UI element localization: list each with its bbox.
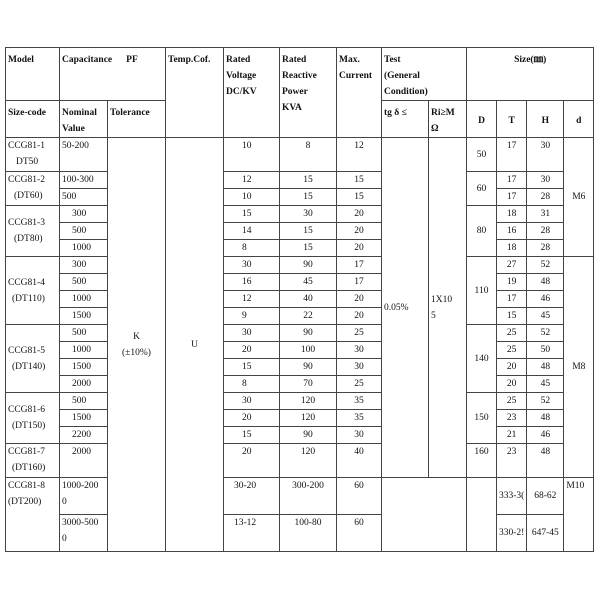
nominal-cell: 2000 — [60, 444, 108, 478]
table-row — [6, 189, 594, 206]
diameter-cell: 110 — [467, 257, 497, 325]
nominal-cell: 1500 — [60, 410, 108, 427]
nominal-cell: 100-300 — [60, 172, 108, 189]
t-cell: 17 — [497, 172, 527, 189]
table-row — [6, 342, 594, 359]
power-cell: 8 — [280, 138, 337, 172]
power-cell: 120 — [280, 410, 337, 427]
header-row — [6, 48, 594, 101]
power-cell: 45 — [280, 274, 337, 291]
t-cell: 21 — [497, 427, 527, 444]
t-cell: 25 — [497, 325, 527, 342]
model-header: Model — [6, 48, 60, 101]
model-cell: CCG81-4 (DT110) — [6, 257, 60, 325]
power-cell: 15 — [280, 223, 337, 240]
power-cell: 15 — [280, 189, 337, 206]
h-header: H — [527, 101, 564, 138]
diameter-cell: 150 — [467, 393, 497, 444]
nominal-cell: 1000 — [60, 342, 108, 359]
power-cell: 40 — [280, 291, 337, 308]
current-cell: 60 — [337, 478, 382, 515]
tg-header: tg δ ≤ — [382, 101, 429, 138]
power-cell: 90 — [280, 325, 337, 342]
power-cell: 22 — [280, 308, 337, 325]
power-cell: 90 — [280, 427, 337, 444]
t-cell: 330-2! — [497, 515, 527, 552]
h-cell: 45 — [527, 376, 564, 393]
test-header: Test (General Condition) — [382, 48, 467, 101]
empty-diameter-cell — [467, 478, 497, 552]
h-cell: 28 — [527, 189, 564, 206]
capacitor-spec-table — [5, 47, 594, 552]
power-cell: 30 — [280, 206, 337, 223]
h-cell: 28 — [527, 223, 564, 240]
current-cell: 15 — [337, 189, 382, 206]
h-cell: 46 — [527, 291, 564, 308]
table-row — [6, 359, 594, 376]
nominal-cell: 500 — [60, 189, 108, 206]
h-cell: 45 — [527, 308, 564, 325]
current-cell: 20 — [337, 308, 382, 325]
empty-test-cell — [382, 478, 467, 552]
power-cell: 70 — [280, 376, 337, 393]
h-cell: 52 — [527, 325, 564, 342]
table-row — [6, 325, 594, 342]
diameter-cell: 140 — [467, 325, 497, 393]
voltage-cell: 20 — [224, 342, 280, 359]
t-cell: 20 — [497, 359, 527, 376]
table-row — [6, 376, 594, 393]
nominal-cell: 1500 — [60, 359, 108, 376]
current-cell: 30 — [337, 359, 382, 376]
t-cell: 18 — [497, 206, 527, 223]
nominal-cell: 1000 — [60, 240, 108, 257]
thread-cell-m6: M6 — [564, 138, 594, 257]
current-cell: 12 — [337, 138, 382, 172]
nominal-cell: 3000-500 0 — [60, 515, 108, 552]
diameter-cell: 80 — [467, 206, 497, 257]
table-row — [6, 223, 594, 240]
h-cell: 48 — [527, 359, 564, 376]
voltage-cell: 14 — [224, 223, 280, 240]
diameter-cell: 50 — [467, 138, 497, 172]
tolerance-header: Tolerance — [108, 101, 166, 138]
voltage-cell: 8 — [224, 376, 280, 393]
current-cell: 25 — [337, 376, 382, 393]
temp-cof-header: Temp.Cof. — [166, 48, 224, 138]
current-cell: 20 — [337, 240, 382, 257]
h-cell: 647-45 — [527, 515, 564, 552]
h-cell: 46 — [527, 427, 564, 444]
voltage-cell: 13-12 — [224, 515, 280, 552]
current-cell: 20 — [337, 223, 382, 240]
h-cell: 28 — [527, 240, 564, 257]
thread-header: d — [564, 101, 594, 138]
voltage-cell: 8 — [224, 240, 280, 257]
voltage-cell: 30 — [224, 325, 280, 342]
nominal-cell: 50-200 — [60, 138, 108, 172]
voltage-cell: 30 — [224, 257, 280, 274]
t-cell: 25 — [497, 342, 527, 359]
nominal-cell: 2200 — [60, 427, 108, 444]
t-cell: 17 — [497, 189, 527, 206]
t-cell: 20 — [497, 376, 527, 393]
voltage-cell: 15 — [224, 359, 280, 376]
ri-header: Ri≥M Ω — [429, 101, 467, 138]
current-cell: 35 — [337, 393, 382, 410]
current-cell: 30 — [337, 427, 382, 444]
current-cell: 40 — [337, 444, 382, 478]
h-cell: 52 — [527, 257, 564, 274]
t-cell: 25 — [497, 393, 527, 410]
capacitor-spec-table-wrap — [5, 47, 594, 552]
diameter-header: D — [467, 101, 497, 138]
power-cell: 90 — [280, 257, 337, 274]
nominal-cell: 500 — [60, 223, 108, 240]
h-cell: 50 — [527, 342, 564, 359]
model-cell: CCG81-1 DT50 — [6, 138, 60, 172]
power-cell: 15 — [280, 172, 337, 189]
tg-value-cell: 0.05% — [382, 138, 429, 478]
table-row — [6, 257, 594, 274]
current-cell: 30 — [337, 342, 382, 359]
table-row — [6, 172, 594, 189]
nominal-header: Nominal Value — [60, 101, 108, 138]
table-row — [6, 444, 594, 478]
current-cell: 17 — [337, 274, 382, 291]
t-cell: 15 — [497, 308, 527, 325]
current-cell: 15 — [337, 172, 382, 189]
voltage-cell: 20 — [224, 410, 280, 427]
size-header: Size(㎜) — [467, 48, 594, 101]
t-cell: 16 — [497, 223, 527, 240]
h-cell: 48 — [527, 444, 564, 478]
current-cell: 20 — [337, 291, 382, 308]
nominal-cell: 1500 — [60, 308, 108, 325]
h-cell: 68-62 — [527, 478, 564, 515]
rated-voltage-header: Rated Voltage DC/KV — [224, 48, 280, 138]
voltage-cell: 10 — [224, 138, 280, 172]
table-row — [6, 410, 594, 427]
t-cell: 18 — [497, 240, 527, 257]
nominal-cell: 1000 — [60, 291, 108, 308]
model-cell: CCG81-6 (DT150) — [6, 393, 60, 444]
table-row — [6, 515, 594, 552]
capacitance-header: Capacitance PF — [60, 48, 166, 101]
model-cell: CCG81-5 (DT140) — [6, 325, 60, 393]
table-row — [6, 206, 594, 223]
nominal-cell: 300 — [60, 257, 108, 274]
rated-power-header: Rated Reactive Power KVA — [280, 48, 337, 138]
thread-cell-m8: M8 — [564, 257, 594, 478]
voltage-cell: 15 — [224, 206, 280, 223]
max-current-header: Max. Current — [337, 48, 382, 138]
current-cell: 20 — [337, 206, 382, 223]
voltage-cell: 15 — [224, 427, 280, 444]
table-row — [6, 478, 594, 515]
power-cell: 90 — [280, 359, 337, 376]
table-row — [6, 240, 594, 257]
h-cell: 48 — [527, 410, 564, 427]
nominal-cell: 300 — [60, 206, 108, 223]
model-cell: CCG81-7 (DT160) — [6, 444, 60, 478]
h-cell: 48 — [527, 274, 564, 291]
t-cell: 17 — [497, 138, 527, 172]
power-cell: 300-200 — [280, 478, 337, 515]
table-row — [6, 393, 594, 410]
voltage-cell: 30-20 — [224, 478, 280, 515]
table-row — [6, 274, 594, 291]
nominal-cell: 500 — [60, 393, 108, 410]
diameter-cell: 160 — [467, 444, 497, 478]
current-cell: 25 — [337, 325, 382, 342]
power-cell: 120 — [280, 393, 337, 410]
power-cell: 100 — [280, 342, 337, 359]
power-cell: 100-80 — [280, 515, 337, 552]
voltage-cell: 12 — [224, 172, 280, 189]
t-cell: 23 — [497, 444, 527, 478]
h-cell: 52 — [527, 393, 564, 410]
table-row — [6, 138, 594, 172]
h-cell: 31 — [527, 206, 564, 223]
voltage-cell: 30 — [224, 393, 280, 410]
voltage-cell: 12 — [224, 291, 280, 308]
current-cell: 17 — [337, 257, 382, 274]
diameter-cell: 60 — [467, 172, 497, 206]
nominal-cell: 500 — [60, 325, 108, 342]
model-cell: CCG81-3 (DT80) — [6, 206, 60, 257]
h-cell: 30 — [527, 138, 564, 172]
model-cell: CCG81-8 (DT200) — [6, 478, 60, 552]
t-cell: 23 — [497, 410, 527, 427]
h-cell: 30 — [527, 172, 564, 189]
voltage-cell: 16 — [224, 274, 280, 291]
nominal-cell: 2000 — [60, 376, 108, 393]
ri-value-cell: 1X10 5 — [429, 138, 467, 478]
power-cell: 15 — [280, 240, 337, 257]
model-cell: CCG81-2 (DT60) — [6, 172, 60, 206]
temp-cof-cell: U — [166, 138, 224, 552]
t-cell: 27 — [497, 257, 527, 274]
t-cell: 333-3( — [497, 478, 527, 515]
tolerance-cell: K (±10%) — [108, 138, 166, 552]
voltage-cell: 9 — [224, 308, 280, 325]
t-cell: 19 — [497, 274, 527, 291]
nominal-cell: 500 — [60, 274, 108, 291]
table-row — [6, 308, 594, 325]
nominal-cell: 1000-200 0 — [60, 478, 108, 515]
table-row — [6, 427, 594, 444]
power-cell: 120 — [280, 444, 337, 478]
thread-cell-m10: M10 — [564, 478, 594, 552]
current-cell: 60 — [337, 515, 382, 552]
voltage-cell: 20 — [224, 444, 280, 478]
t-header: T — [497, 101, 527, 138]
size-code-header: Size-code — [6, 101, 60, 138]
table-row — [6, 291, 594, 308]
t-cell: 17 — [497, 291, 527, 308]
current-cell: 35 — [337, 410, 382, 427]
voltage-cell: 10 — [224, 189, 280, 206]
